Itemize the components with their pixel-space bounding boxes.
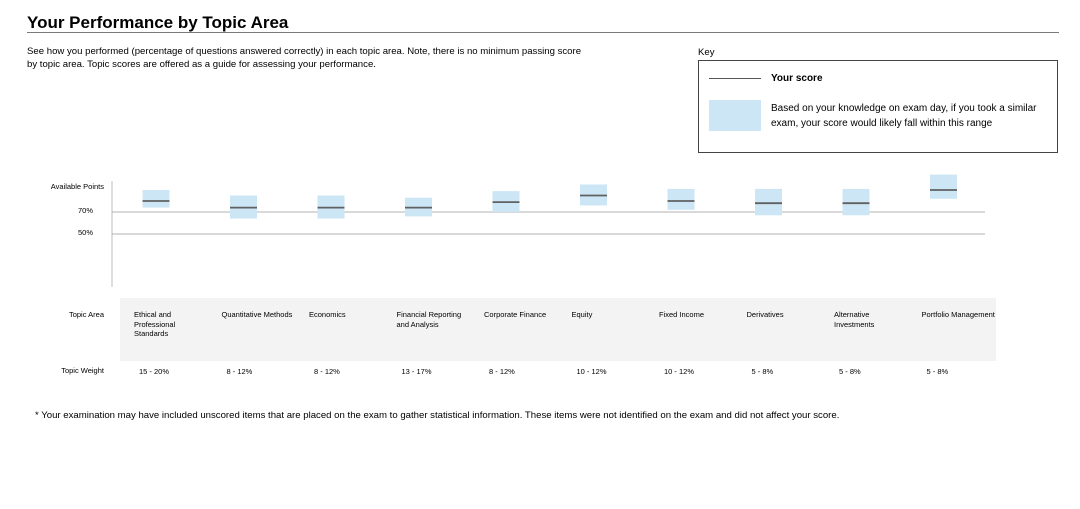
range-bar	[755, 189, 782, 215]
reference-label-70: 70%	[77, 206, 93, 215]
topic-weight: 5 - 8%	[751, 367, 774, 376]
topic-weight: 13 - 17%	[401, 367, 432, 376]
topic-weight: 15 - 20%	[139, 367, 170, 376]
topic-weight: 8 - 12%	[489, 367, 515, 376]
reference-label-50: 50%	[77, 228, 93, 237]
y-axis-title: Available Points	[50, 182, 104, 191]
key-range-label: Based on your knowledge on exam day, if you took a similar exam, your score would likely fall within this range	[771, 103, 1037, 129]
range-bar	[143, 190, 170, 208]
topic-weight: 10 - 12%	[576, 367, 607, 376]
topic-name: Financial Reporting and Analysis	[396, 310, 462, 329]
topic-name: Quantitative Methods	[221, 310, 293, 319]
topic-name: Economics	[309, 310, 346, 319]
topic-area-label: Topic Area	[68, 310, 104, 319]
page-title: Your Performance by Topic Area	[27, 13, 289, 32]
key-label: Key	[698, 47, 715, 58]
footnote: * Your examination may have included unscored items that are placed on the exam to gather statistical information. These items were not identified on the exam and did not affect your score.	[35, 410, 840, 421]
topic-weight-label: Topic Weight	[61, 366, 104, 375]
topic-name: Portfolio Management	[921, 310, 995, 319]
topic-weight: 8 - 12%	[314, 367, 340, 376]
range-bar	[668, 189, 695, 210]
intro-text: See how you performed (percentage of questions answered correctly) in each topic area. Note, there is no minimum passing score by topic area. Topic scores are offered as a guide for assessing your performance.	[27, 46, 582, 70]
range-bar	[930, 175, 957, 199]
range-bar	[843, 189, 870, 215]
key-score-label: Your score	[771, 73, 823, 84]
topic-name: Ethical and Professional Standards	[134, 310, 176, 338]
topic-weight: 5 - 8%	[926, 367, 949, 376]
topic-weight: 8 - 12%	[226, 367, 253, 376]
topic-weight: 5 - 8%	[839, 367, 861, 376]
topic-name: Equity	[571, 310, 593, 319]
topic-name: Fixed Income	[659, 310, 705, 319]
topic-name: Alternative Investments	[834, 310, 875, 329]
topic-name: Corporate Finance	[484, 310, 547, 319]
topic-table	[120, 298, 996, 361]
topic-name: Derivatives	[746, 310, 784, 319]
topic-weight: 10 - 12%	[664, 367, 695, 376]
